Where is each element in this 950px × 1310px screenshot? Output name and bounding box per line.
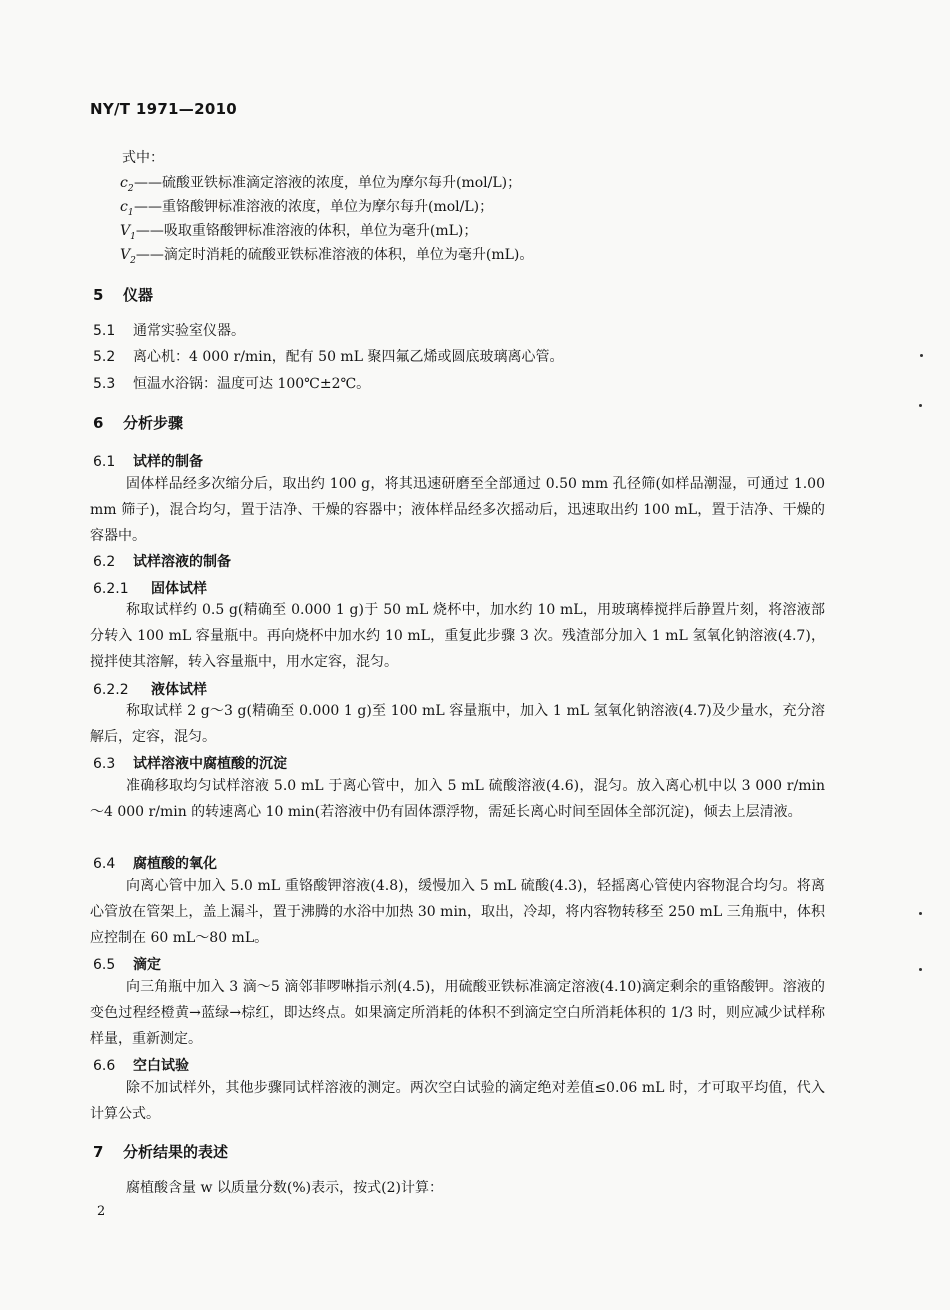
scan-speck [919, 912, 922, 915]
section-6-1-heading: 6.1 试样的制备 [93, 454, 203, 470]
section-5-heading: 5 仪器 [93, 286, 154, 304]
definition-c1: $c_1——$重铬酸钾标准溶液的浓度，单位为摩尔每升(mol/L)； [120, 199, 494, 218]
section-6-5-heading: 6.5 滴定 [93, 957, 161, 973]
symbol: $c_2$ [120, 175, 134, 194]
definition-v1: $V_1——$吸取重铬酸钾标准溶液的体积，单位为毫升(mL)； [120, 223, 478, 242]
symbol-definitions [120, 172, 820, 268]
section-6-2-1-text: 称取试样约 0.5 g(精确至 0.000 1 g)于 50 mL 烧杯中，加水约 10 mL，用玻璃棒搅拌后静置片刻，将溶液部分转入 100 mL 容量瓶中。再向烧杯中加水约 10 mL，重复此步骤 3 次。残渣部分加入 1 mL 氢氧化钠溶液(4.7)，搅拌使其溶解，转入容量瓶中，用水定容，混匀。 [90, 602, 825, 670]
section-6-1-text: 固体样品经多次缩分后，取出约 100 g，将其迅速研磨至全部通过 0.50 mm 孔径筛(如样品潮湿，可通过 1.00 mm 筛子)，混合均匀，置于洁净、干燥的容器中；液体样品经多次摇动后，迅速取出约 100 mL，置于洁净、干燥的容器中。 [90, 476, 825, 544]
section-6-6-text: 除不加试样外，其他步骤同试样溶液的测定。两次空白试验的滴定绝对差值≤0.06 mL 时，才可取平均值，代入计算公式。 [90, 1080, 825, 1122]
page-number: 2 [97, 1204, 106, 1219]
item-5-2: 5.2 离心机：4 000 r/min，配有 50 mL 聚四氟乙烯或圆底玻璃离心管。 [93, 349, 564, 365]
section-6-heading: 6 分析步骤 [93, 414, 184, 432]
item-5-3: 5.3 恒温水浴锅：温度可达 100℃±2℃。 [93, 376, 371, 392]
scan-speck [920, 354, 923, 357]
section-6-2-1-heading: 6.2.1 固体试样 [93, 581, 207, 597]
section-6-5-text: 向三角瓶中加入 3 滴～5 滴邻菲啰啉指示剂(4.5)，用硫酸亚铁标准滴定溶液(4.10)滴定剩余的重铬酸钾。溶液的变色过程经橙黄→蓝绿→棕红，即达终点。如果滴定所消耗的体积不到滴定空白所消耗体积的 1/3 时，则应减少试样称样量，重新测定。 [90, 979, 825, 1047]
section-6-4-heading: 6.4 腐植酸的氧化 [93, 856, 217, 872]
symbol: $V_1$ [120, 223, 136, 242]
section-6-2-heading: 6.2 试样溶液的制备 [93, 554, 231, 570]
scan-speck [919, 404, 922, 407]
section-7-heading: 7 分析结果的表述 [93, 1143, 229, 1161]
section-6-6-heading: 6.6 空白试验 [93, 1058, 189, 1074]
section-6-2-2-heading: 6.2.2 液体试样 [93, 682, 207, 698]
section-6-3-heading: 6.3 试样溶液中腐植酸的沉淀 [93, 756, 287, 772]
symbol: $c_1$ [120, 199, 134, 218]
definition-c2: $c_2——$硫酸亚铁标准滴定溶液的浓度，单位为摩尔每升(mol/L)； [120, 175, 522, 194]
where-label: 式中： [122, 150, 164, 166]
definition-v2: $V_2——$滴定时消耗的硫酸亚铁标准溶液的体积，单位为毫升(mL)。 [120, 247, 534, 266]
section-6-2-2-text: 称取试样 2 g～3 g(精确至 0.000 1 g)至 100 mL 容量瓶中，加入 1 mL 氢氧化钠溶液(4.7)及少量水，充分溶解后，定容，混匀。 [90, 703, 825, 745]
symbol: $V_2$ [120, 247, 136, 266]
section-6-4-text: 向离心管中加入 5.0 mL 重铬酸钾溶液(4.8)，缓慢加入 5 mL 硫酸(4.3)，轻摇离心管使内容物混合均匀。将离心管放在管架上，盖上漏斗，置于沸腾的水浴中加热 30 min，取出，冷却，将内容物转移至 250 mL 三角瓶中，体积应控制在 60 mL～80 mL。 [90, 878, 825, 946]
section-6-3-text: 准确移取均匀试样溶液 5.0 mL 于离心管中，加入 5 mL 硫酸溶液(4.6)，混匀。放入离心机中以 3 000 r/min～4 000 r/min 的转速离心 10 min(若溶液中仍有固体漂浮物，需延长离心时间至固体全部沉淀)，倾去上层清液。 [90, 778, 825, 820]
item-5-1: 5.1 通常实验室仪器。 [93, 323, 245, 339]
scan-speck [919, 968, 922, 971]
standard-number: NY/T 1971—2010 [90, 100, 238, 118]
section-7-text: 腐植酸含量 w 以质量分数(%)表示，按式(2)计算： [126, 1180, 443, 1196]
